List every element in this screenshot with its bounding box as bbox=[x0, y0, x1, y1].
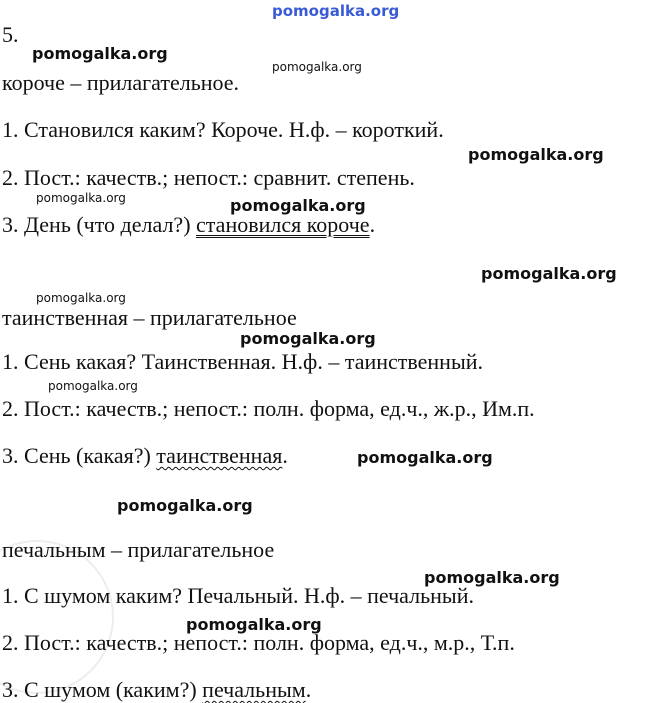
section-3-line-1: 1. С шумом каким? Печальный. Н.ф. – печальный. bbox=[2, 583, 474, 608]
watermark: pomogalka.org bbox=[272, 60, 362, 74]
section-3-line-3-start: 3. С шумом (каким?) bbox=[2, 677, 203, 702]
section-1-heading: короче – прилагательное. bbox=[2, 70, 240, 95]
watermark: pomogalka.org bbox=[481, 264, 617, 283]
section-1-line-2: 2. Пост.: качеств.; непост.: сравнит. степень. bbox=[2, 165, 415, 190]
section-3-line-3-end: . bbox=[305, 677, 312, 702]
watermark: pomogalka.org bbox=[272, 2, 400, 20]
watermark: pomogalka.org bbox=[424, 568, 560, 587]
section-1-line-1: 1. Становился каким? Короче. Н.ф. – короткий. bbox=[2, 117, 444, 142]
section-1-line-3-start: 3. День (что делал?) bbox=[2, 212, 197, 237]
watermark: pomogalka.org bbox=[36, 191, 126, 205]
section-1-line-3-end: . bbox=[369, 212, 376, 237]
section-2-line-3-start: 3. Сень (какая?) bbox=[2, 443, 157, 468]
section-2-line-1: 1. Сень какая? Таинственная. Н.ф. – таинственный. bbox=[2, 349, 484, 374]
section-1-line-3 bbox=[2, 212, 375, 238]
section-3-heading: печальным – прилагательное bbox=[2, 537, 275, 562]
section-2-attribute: таинственная bbox=[156, 443, 283, 468]
watermark: pomogalka.org bbox=[357, 448, 493, 467]
watermark: pomogalka.org bbox=[240, 329, 376, 348]
watermark: pomogalka.org bbox=[48, 379, 138, 393]
faint-stamp bbox=[0, 540, 114, 694]
section-2-line-2: 2. Пост.: качеств.; непост.: полн. форма, ед.ч., ж.р., Им.п. bbox=[2, 396, 535, 421]
section-3-attribute: печальным bbox=[202, 677, 306, 702]
watermark: pomogalka.org bbox=[117, 496, 253, 515]
section-1-predicate: становился короче bbox=[196, 212, 370, 237]
watermark: pomogalka.org bbox=[468, 145, 604, 164]
section-2-heading: таинственная – прилагательное bbox=[2, 305, 297, 330]
watermark: pomogalka.org bbox=[230, 196, 366, 215]
section-2-line-3 bbox=[2, 443, 288, 469]
watermark: pomogalka.org bbox=[32, 44, 168, 63]
section-3-line-3 bbox=[2, 677, 311, 703]
watermark: pomogalka.org bbox=[186, 615, 322, 634]
section-2-line-3-end: . bbox=[282, 443, 288, 468]
task-number: 5. bbox=[2, 22, 19, 47]
section-3-line-2: 2. Пост.: качеств.; непост.: полн. форма, ед.ч., м.р., Т.п. bbox=[2, 630, 515, 655]
watermark: pomogalka.org bbox=[36, 291, 126, 305]
